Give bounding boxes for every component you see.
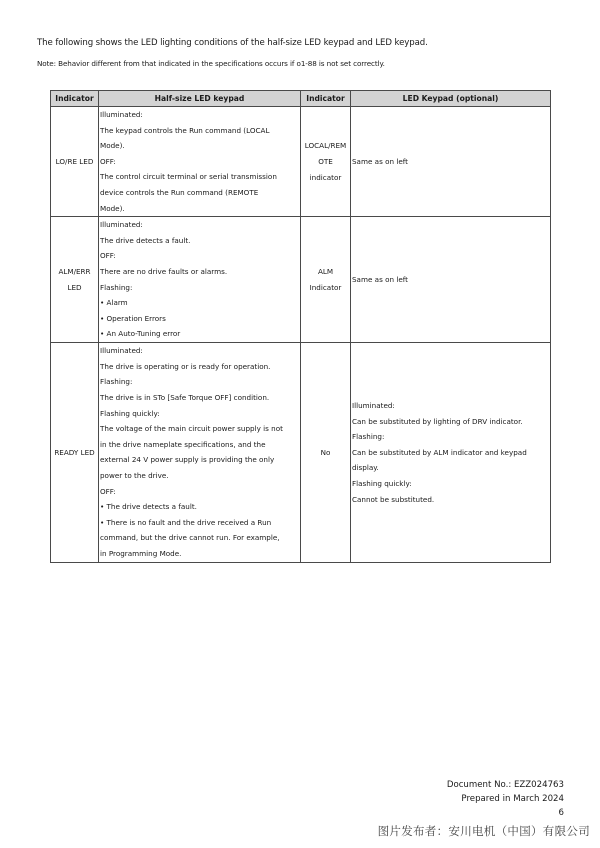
cell-line: OFF: <box>100 486 116 496</box>
cell-line: Mode). <box>100 141 125 151</box>
indicator-name-line: OTE <box>318 156 333 166</box>
led-keypad-behavior-cell <box>351 107 551 217</box>
cell-line: Illuminated: <box>100 110 143 119</box>
indicator-name-line: READY LED <box>54 447 95 457</box>
keypad-indicator-cell <box>301 107 351 217</box>
indicator-name-line: LOCAL/REM <box>304 140 347 150</box>
cell-line: OFF: <box>100 156 116 166</box>
cell-line: • There is no fault and the drive received a Run <box>100 517 272 527</box>
indicator-name-line: LED <box>67 282 82 292</box>
half-size-behavior-cell <box>99 217 301 343</box>
intro-text: The following shows the LED lighting conditions of the half-size LED keypad and LED keypad. <box>37 38 428 48</box>
table-row <box>51 107 551 217</box>
table-row <box>51 343 551 563</box>
cell-line: • The drive detects a fault. <box>100 502 197 512</box>
cell-line: Illuminated: <box>100 220 143 230</box>
cell-line: Illuminated: <box>100 346 143 356</box>
cell-line: The control circuit terminal or serial transmission <box>100 172 277 182</box>
indicator-name-cell <box>51 107 99 217</box>
indicator-name-line: ALM/ERR <box>58 266 91 276</box>
cell-line: The drive detects a fault. <box>100 235 191 245</box>
led-keypad-behavior-cell <box>351 217 551 343</box>
cell-line: Illuminated: <box>352 401 395 411</box>
cell-line: • Operation Errors <box>100 313 166 323</box>
note-text: Note: Behavior different from that indicated in the specifications occurs if o1-88 is not set correctly. <box>37 59 385 68</box>
cell-line: Cannot be substituted. <box>352 494 435 504</box>
cell-line: Flashing: <box>100 377 133 387</box>
cell-line: The drive is operating or is ready for operation. <box>100 361 271 371</box>
half-size-behavior-cell <box>99 107 301 217</box>
cell-line: • Alarm <box>100 298 128 308</box>
led-keypad-behavior-cell <box>351 343 551 563</box>
cell-line: Mode). <box>100 203 125 213</box>
half-size-behavior-cell <box>99 343 301 563</box>
cell-line: Can be substituted by ALM indicator and keypad <box>352 447 527 457</box>
cell-line: command, but the drive cannot run. For example, <box>100 533 280 543</box>
cell-line: Flashing quickly: <box>100 408 160 418</box>
indicator-name-line: ALM <box>317 266 334 276</box>
indicator-name-line: Indicator <box>309 282 342 292</box>
cell-line: • An Auto-Tuning error <box>100 329 181 339</box>
cell-line: Flashing quickly: <box>352 479 412 489</box>
cell-line: There are no drive faults or alarms. <box>100 266 228 276</box>
table-header-row <box>51 91 551 107</box>
indicator-name-line: indicator <box>309 172 342 182</box>
cell-line: The voltage of the main circuit power supply is not <box>100 424 283 434</box>
cell-line: external 24 V power supply is providing the only <box>100 455 275 465</box>
keypad-indicator-cell <box>301 217 351 343</box>
cell-line: device controls the Run command (REMOTE <box>100 187 259 197</box>
cell-line: Same as on left <box>352 274 408 284</box>
cell-line: power to the drive. <box>100 470 169 480</box>
header-half-size-keypad: Half-size LED keypad <box>99 91 301 107</box>
prepared-date: Prepared in March 2024 <box>461 794 564 804</box>
indicator-name-cell <box>51 343 99 563</box>
keypad-indicator-cell <box>301 343 351 563</box>
cell-line: Same as on left <box>352 156 408 166</box>
cell-line: Flashing: <box>352 432 385 442</box>
document-number: Document No.: EZZ024763 <box>446 780 564 790</box>
cell-line: display. <box>352 463 379 473</box>
cell-line: The drive is in STo [Safe Torque OFF] condition. <box>100 392 270 402</box>
cell-line: The keypad controls the Run command (LOCAL <box>100 125 270 135</box>
indicator-name-line: No <box>320 447 331 457</box>
header-led-keypad: LED Keypad (optional) <box>351 91 551 107</box>
indicator-name-line: LO/RE LED <box>55 156 94 166</box>
header-indicator-2: Indicator <box>301 91 351 107</box>
table-row <box>51 217 551 343</box>
cell-line: in Programming Mode. <box>100 548 182 558</box>
cell-line: OFF: <box>100 251 116 261</box>
publisher-watermark: 图片发布者：安川电机（中国）有限公司 <box>377 824 590 838</box>
cell-line: Can be substituted by lighting of DRV indicator. <box>352 416 523 426</box>
indicator-name-cell <box>51 217 99 343</box>
cell-line: in the drive nameplate specifications, and the <box>100 439 266 449</box>
page-number: 6 <box>558 808 564 818</box>
header-indicator: Indicator <box>51 91 99 107</box>
led-indicator-table <box>50 90 551 563</box>
cell-line: Flashing: <box>100 282 133 292</box>
